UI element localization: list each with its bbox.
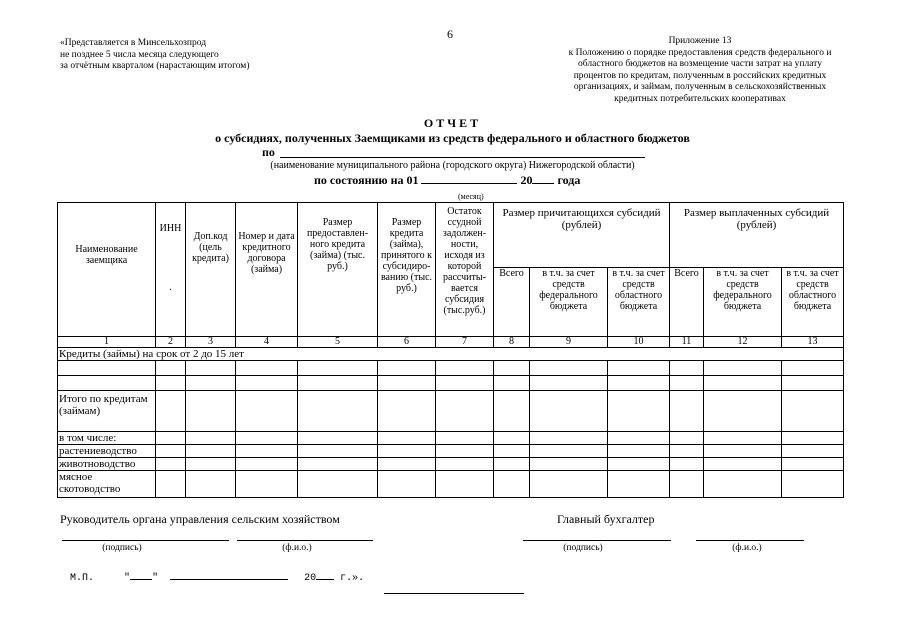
municipality-caption: (наименование муниципального района (городского округа) Нижегородской области) [270,160,635,171]
appendix-note-line: кредитных потребительских кооперативах [614,93,786,104]
table-cell[interactable] [436,445,494,458]
header-paid-subsidies: Размер выплаченных субсидий (рублей) [670,203,844,268]
appendix-note-line: организациях, и займам, полученным в сельскохозяйственных [573,82,827,92]
column-number: 6 [378,337,436,348]
table-cell[interactable] [704,391,782,432]
table-cell[interactable] [378,376,436,391]
row-label-including: в том числе: [58,432,156,445]
table-row-livestock [58,458,844,471]
table-cell[interactable] [58,376,156,391]
table-cell[interactable] [494,445,530,458]
table-cell[interactable] [704,361,782,376]
column-number: 8 [494,337,530,348]
table-row [58,361,844,376]
table-cell[interactable] [436,458,494,471]
table-cell[interactable] [670,458,704,471]
table-cell[interactable] [530,432,608,445]
head-signature-label: Руководитель органа управления сельским хозяйством [60,512,340,526]
header-credit-amount: Размер предоставлен-ного кредита (займа) (тыс. руб.) [298,203,378,337]
year-blank[interactable] [532,173,554,184]
appendix-note [540,36,860,105]
head-signature-caption: (подпись) [102,543,142,553]
header-paid-regional: в т.ч. за счет средств областного бюджета [782,268,844,337]
report-title: ОТЧЕТ [423,116,482,130]
table-cell[interactable] [236,458,298,471]
header-inn-dot: . [169,281,172,293]
table-cell[interactable] [704,458,782,471]
stamp-label: М.П. [70,573,95,584]
table-cell[interactable] [704,376,782,391]
accountant-signature-caption: (подпись) [563,543,603,553]
report-date-line [314,173,580,188]
table-cell[interactable] [236,391,298,432]
header-additional-code: Доп.код (цель кредита) [186,203,236,337]
table-cell[interactable] [782,391,844,432]
head-name-line[interactable] [237,540,373,541]
row-label-crop: растениеводство [58,445,156,458]
table-cell[interactable] [782,458,844,471]
table-cell[interactable] [530,376,608,391]
table-cell[interactable] [378,445,436,458]
head-signature-line[interactable] [62,540,229,541]
table-cell[interactable] [186,432,236,445]
header-remaining-debt: Остаток ссудной задолжен-ности, исходя из которой рассчиты-вается субсидия (тыс.руб.) [436,203,494,337]
section-title: Кредиты (займы) на срок от 2 до 15 лет [58,348,844,361]
day-blank[interactable] [130,570,152,580]
table-cell[interactable] [58,361,156,376]
stamp-year-prefix: 20 [304,573,317,584]
po-label: по [262,145,275,159]
table-cell[interactable] [530,391,608,432]
table-cell[interactable] [156,432,186,445]
table-row-crop [58,445,844,458]
page-number: 6 [447,27,453,41]
quote-close: " [152,573,159,584]
table-cell[interactable] [186,458,236,471]
table-cell[interactable] [494,376,530,391]
appendix-note-line: Приложение 13 [668,36,732,46]
header-borrower-name: Наименование заемщика [58,203,156,337]
column-number: 12 [704,337,782,348]
table-cell[interactable] [186,391,236,432]
table-cell[interactable] [530,361,608,376]
column-number: 10 [608,337,670,348]
table-cell[interactable] [436,376,494,391]
table-cell[interactable] [670,445,704,458]
date-suffix: года [557,173,581,187]
submission-note-line: «Представляется в Минсельхозпрод [60,38,207,48]
table-cell[interactable] [670,471,704,498]
column-number: 11 [670,337,704,348]
year-prefix: 20 [520,173,533,187]
table-cell[interactable] [236,432,298,445]
stamp-year-suffix: г.». [340,573,365,584]
table-cell[interactable] [436,432,494,445]
table-row-beef [58,471,844,498]
header-paid-federal: в т.ч. за счет средств федерального бюджета [704,268,782,337]
column-number: 4 [236,337,298,348]
table-cell[interactable] [530,445,608,458]
table-cell[interactable] [782,361,844,376]
month-caption: (месяц) [458,192,484,201]
table-cell[interactable] [782,445,844,458]
table-cell[interactable] [670,361,704,376]
submission-note [60,38,320,73]
table-cell[interactable] [156,445,186,458]
column-number: 3 [186,337,236,348]
table-cell[interactable] [670,391,704,432]
accountant-signature-line[interactable] [523,540,671,541]
table-cell[interactable] [494,361,530,376]
report-table [57,202,844,498]
table-cell[interactable] [298,376,378,391]
table-cell[interactable] [530,458,608,471]
table-cell[interactable] [436,391,494,432]
table-cell[interactable] [378,432,436,445]
table-cell[interactable] [378,361,436,376]
section-row [58,348,844,361]
table-cell[interactable] [236,471,298,498]
table-cell[interactable] [236,376,298,391]
header-due-subsidies: Размер причитающихся субсидий (рублей) [494,203,670,268]
report-subtitle: о субсидиях, полученных Заемщиками из средств федерального и областного бюджетов [215,131,690,145]
month-blank[interactable] [421,173,517,184]
table-cell[interactable] [670,376,704,391]
table-cell[interactable] [608,432,670,445]
table-cell[interactable] [236,361,298,376]
table-row [58,376,844,391]
table-cell[interactable] [156,458,186,471]
quote-open: " [124,573,131,584]
column-number: 13 [782,337,844,348]
table-cell[interactable] [186,471,236,498]
table-cell[interactable] [494,458,530,471]
table-cell[interactable] [186,361,236,376]
table-cell[interactable] [298,471,378,498]
column-number: 7 [436,337,494,348]
table-cell[interactable] [608,445,670,458]
table-cell[interactable] [670,432,704,445]
column-number-row [58,337,844,348]
bottom-rule [384,593,524,594]
column-number: 2 [156,337,186,348]
row-label-beef: мясное скотоводство [58,471,156,498]
table-cell[interactable] [704,445,782,458]
head-name-caption: (ф.и.о.) [282,543,312,553]
accountant-name-line[interactable] [696,540,804,541]
header-contract: Номер и дата кредитного договора (займа) [236,203,298,337]
header-due-total: Всего [494,268,530,337]
appendix-note-line: к Положению о порядке предоставления средств федерального и [568,47,832,58]
table-cell[interactable] [378,471,436,498]
stamp-line [70,570,364,584]
table-cell[interactable] [298,361,378,376]
month-date-blank[interactable] [170,570,288,580]
column-number: 5 [298,337,378,348]
table-cell[interactable] [782,432,844,445]
table-cell[interactable] [186,445,236,458]
table-cell[interactable] [530,471,608,498]
table-cell[interactable] [436,471,494,498]
column-number: 9 [530,337,608,348]
accountant-name-caption: (ф.и.о.) [732,543,762,553]
table-cell[interactable] [782,471,844,498]
table-cell[interactable] [378,391,436,432]
submission-note-line: не позднее 5 числа месяца следующего [60,49,219,60]
table-cell[interactable] [156,376,186,391]
table-cell[interactable] [298,445,378,458]
date-prefix: по состоянию на 01 [314,173,419,187]
table-cell[interactable] [378,458,436,471]
table-cell[interactable] [608,458,670,471]
table-row-including [58,432,844,445]
table-cell[interactable] [436,361,494,376]
table-cell[interactable] [608,471,670,498]
table-cell[interactable] [156,471,186,498]
row-label-livestock: животноводство [58,458,156,471]
table-cell[interactable] [608,391,670,432]
column-number: 1 [58,337,156,348]
table-cell[interactable] [186,376,236,391]
header-paid-total: Всего [670,268,704,337]
table-cell[interactable] [156,361,186,376]
header-due-regional: в т.ч. за счет средств областного бюджета [608,268,670,337]
table-cell[interactable] [608,361,670,376]
municipality-blank[interactable] [280,157,645,158]
table-cell[interactable] [298,458,378,471]
row-label-total: Итого по кредитам (займам) [58,391,156,432]
table-row-total [58,391,844,432]
table-cell[interactable] [156,391,186,432]
table-cell[interactable] [782,376,844,391]
accountant-signature-label: Главный бухгалтер [557,512,655,526]
table-cell[interactable] [494,471,530,498]
stamp-year-blank[interactable] [316,570,334,580]
submission-note-line: за отчётным кварталом (нарастающим итогом) [60,61,250,71]
table-cell[interactable] [298,432,378,445]
table-cell[interactable] [704,471,782,498]
appendix-note-line: процентов по кредитам, полученным в российских кредитных [573,70,827,81]
appendix-note-line: областного бюджетов на возмещение части затрат на уплату [578,59,822,69]
table-cell[interactable] [608,376,670,391]
header-subsidized-amount: Размер кредита (займа), принятого к субсидиро-ванию (тыс. руб.) [378,203,436,337]
table-cell[interactable] [494,432,530,445]
header-due-federal: в т.ч. за счет средств федерального бюджета [530,268,608,337]
header-inn [156,203,186,337]
table-cell[interactable] [298,391,378,432]
table-cell[interactable] [704,432,782,445]
header-inn-label: ИНН [159,222,182,234]
table-cell[interactable] [236,445,298,458]
table-cell[interactable] [494,391,530,432]
